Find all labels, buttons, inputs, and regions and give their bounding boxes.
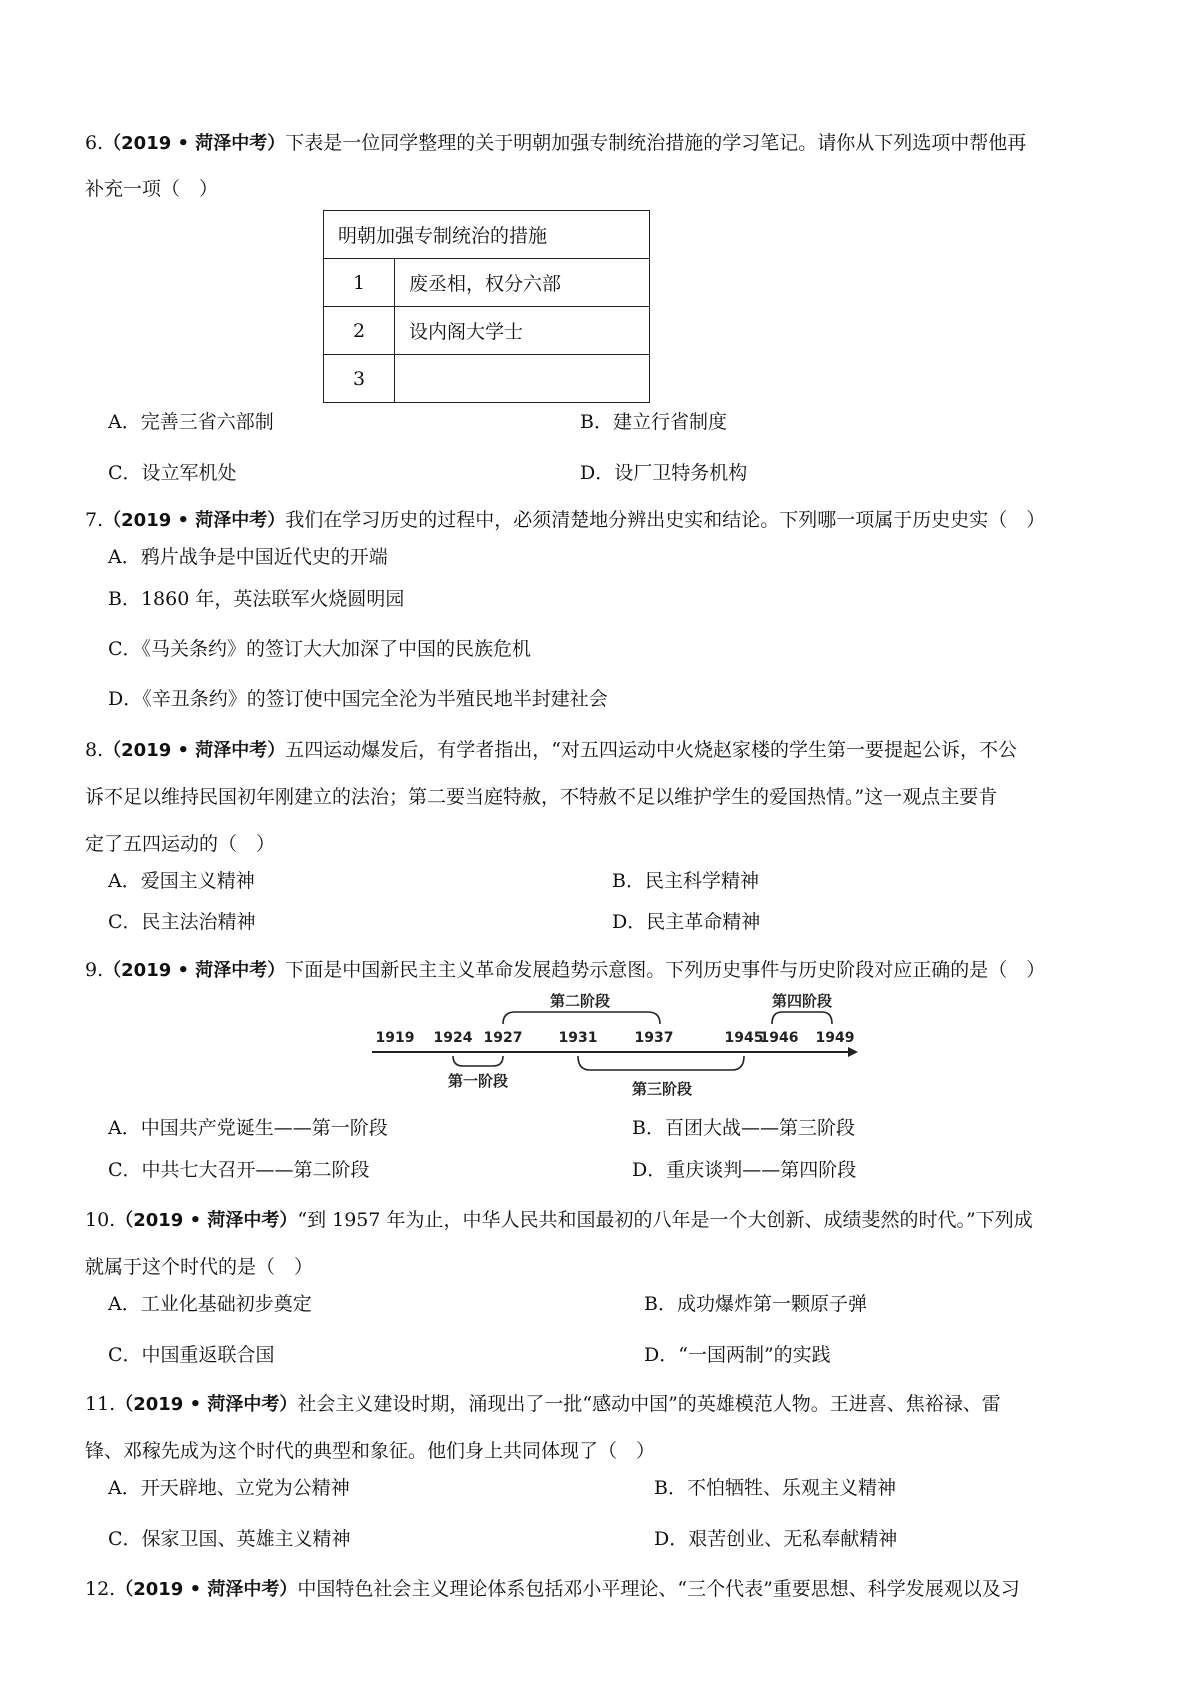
q7-option-a[interactable]: A．鸦片战争是中国近代史的开端 [108, 546, 388, 568]
table-cell-num: 1 [324, 259, 395, 307]
q11-stem: 社会主义建设时期，涌现出了一批“感动中国”的英雄模范人物。王进喜、焦裕禄、雷 [297, 1393, 1001, 1415]
q9-stem-line1 [85, 955, 1045, 982]
q9-option-a[interactable]: A．中国共产党诞生——第一阶段 [108, 1117, 388, 1139]
q7-stem-line1 [85, 505, 1045, 532]
q6-stem-line1 [85, 128, 1026, 155]
q8-number: 8. [85, 739, 104, 761]
q9-number: 9. [85, 959, 104, 981]
year-1945: 1945 [724, 1030, 764, 1046]
q10-option-a[interactable]: A．工业化基础初步奠定 [108, 1293, 312, 1315]
q8-stem: 五四运动爆发后，有学者指出，“对五四运动中火烧赵家楼的学生第一要提起公诉，不公 [285, 739, 1017, 761]
stage4-label: 第四阶段 [771, 992, 833, 1010]
table-row [324, 355, 650, 403]
q10-stem-line1 [85, 1205, 1033, 1232]
q11-stem-line2: 锋、邓稼先成为这个时代的典型和象征。他们身上共同体现了（ ） [85, 1440, 656, 1462]
table-cell-num: 2 [324, 307, 395, 355]
table-row [324, 259, 650, 307]
table-cell-num: 3 [324, 355, 395, 403]
q7-option-c[interactable]: C．《马关条约》的签订大大加深了中国的民族危机 [108, 638, 532, 660]
stage3-label: 第三阶段 [631, 1080, 693, 1098]
q8-stem-line3: 定了五四运动的（ ） [85, 833, 276, 855]
table-cell-text: 设内阁大学士 [395, 307, 650, 355]
stage4-bracket [772, 1012, 832, 1024]
q6-stem-line2: 补充一项（ ） [85, 178, 219, 200]
q7-number: 7. [85, 509, 104, 531]
q11-option-d[interactable]: D．艰苦创业、无私奉献精神 [654, 1528, 898, 1550]
q11-number: 11. [85, 1393, 116, 1415]
q11-source: （2019 • 菏泽中考） [115, 1394, 298, 1415]
q9-timeline-diagram [370, 990, 860, 1100]
q12-source: （2019 • 菏泽中考） [115, 1579, 298, 1600]
year-1927: 1927 [483, 1030, 523, 1046]
q10-source: （2019 • 菏泽中考） [115, 1210, 298, 1231]
q7-option-b[interactable]: B．1860 年，英法联军火烧圆明园 [108, 588, 405, 610]
table-header: 明朝加强专制统治的措施 [324, 211, 650, 259]
q8-option-a[interactable]: A．爱国主义精神 [108, 870, 255, 892]
stage1-bracket [453, 1056, 503, 1066]
q9-stem: 下面是中国新民主主义革命发展趋势示意图。下列历史事件与历史阶段对应正确的是（ ） [285, 959, 1046, 981]
q7-option-d[interactable]: D．《辛丑条约》的签订使中国完全沦为半殖民地半封建社会 [108, 688, 608, 710]
q7-stem: 我们在学习历史的过程中，必须清楚地分辨出史实和结论。下列哪一项属于历史史实（ ） [285, 509, 1046, 531]
q10-number: 10. [85, 1209, 116, 1231]
q10-stem-line2: 就属于这个时代的是（ ） [85, 1256, 314, 1278]
q6-source: （2019 • 菏泽中考） [103, 133, 286, 154]
table-row [324, 211, 650, 259]
q11-stem-line1 [85, 1389, 1001, 1416]
year-1937: 1937 [634, 1030, 674, 1046]
q8-option-d[interactable]: D．民主革命精神 [612, 911, 761, 933]
table-cell-text [395, 355, 650, 403]
q6-notes-table [323, 210, 650, 403]
stage1-label: 第一阶段 [447, 1072, 509, 1090]
arrow-right-icon [848, 1047, 858, 1057]
q11-option-c[interactable]: C．保家卫国、英雄主义精神 [108, 1528, 351, 1550]
q12-stem-line1 [85, 1574, 1020, 1601]
year-1924: 1924 [433, 1030, 473, 1046]
q8-option-b[interactable]: B．民主科学精神 [612, 870, 759, 892]
year-1919: 1919 [375, 1030, 415, 1046]
table-row [324, 307, 650, 355]
q10-stem: “到 1957 年为止，中华人民共和国最初的八年是一个大创新、成绩斐然的时代。”下列成 [297, 1209, 1033, 1231]
q8-option-c[interactable]: C．民主法治精神 [108, 911, 256, 933]
stage2-bracket [503, 1012, 660, 1024]
q9-source: （2019 • 菏泽中考） [103, 960, 286, 981]
q12-number: 12. [85, 1578, 116, 1600]
q12-stem: 中国特色社会主义理论体系包括邓小平理论、“三个代表”重要思想、科学发展观以及习 [297, 1578, 1020, 1600]
q8-source: （2019 • 菏泽中考） [103, 740, 286, 761]
year-1946: 1946 [759, 1030, 799, 1046]
q6-option-a[interactable]: A．完善三省六部制 [108, 411, 274, 433]
year-1931: 1931 [558, 1030, 598, 1046]
q6-option-b[interactable]: B．建立行省制度 [580, 411, 727, 433]
stage3-bracket [578, 1056, 744, 1070]
q10-option-b[interactable]: B．成功爆炸第一颗原子弹 [644, 1293, 867, 1315]
q9-option-d[interactable]: D．重庆谈判——第四阶段 [632, 1159, 857, 1181]
q6-option-d[interactable]: D．设厂卫特务机构 [580, 462, 748, 484]
q6-option-c[interactable]: C．设立军机处 [108, 462, 237, 484]
q8-stem-line1 [85, 735, 1017, 762]
q6-number: 6. [85, 132, 104, 154]
q8-stem-line2: 诉不足以维持民国初年刚建立的法治；第二要当庭特赦，不特赦不足以维护学生的爱国热情。”这一观点主要肯 [85, 786, 998, 808]
q9-option-c[interactable]: C．中共七大召开——第二阶段 [108, 1159, 370, 1181]
q9-option-b[interactable]: B．百团大战——第三阶段 [632, 1117, 855, 1139]
q11-option-b[interactable]: B．不怕牺牲、乐观主义精神 [654, 1477, 896, 1499]
q10-option-d[interactable]: D．“一国两制”的实践 [644, 1344, 831, 1366]
q7-source: （2019 • 菏泽中考） [103, 510, 286, 531]
table-cell-text: 废丞相，权分六部 [395, 259, 650, 307]
q11-option-a[interactable]: A．开天辟地、立党为公精神 [108, 1477, 350, 1499]
q6-stem: 下表是一位同学整理的关于明朝加强专制统治措施的学习笔记。请你从下列选项中帮他再 [285, 132, 1027, 154]
stage2-label: 第二阶段 [549, 992, 611, 1010]
year-1949: 1949 [815, 1030, 855, 1046]
q10-option-c[interactable]: C．中国重返联合国 [108, 1344, 275, 1366]
